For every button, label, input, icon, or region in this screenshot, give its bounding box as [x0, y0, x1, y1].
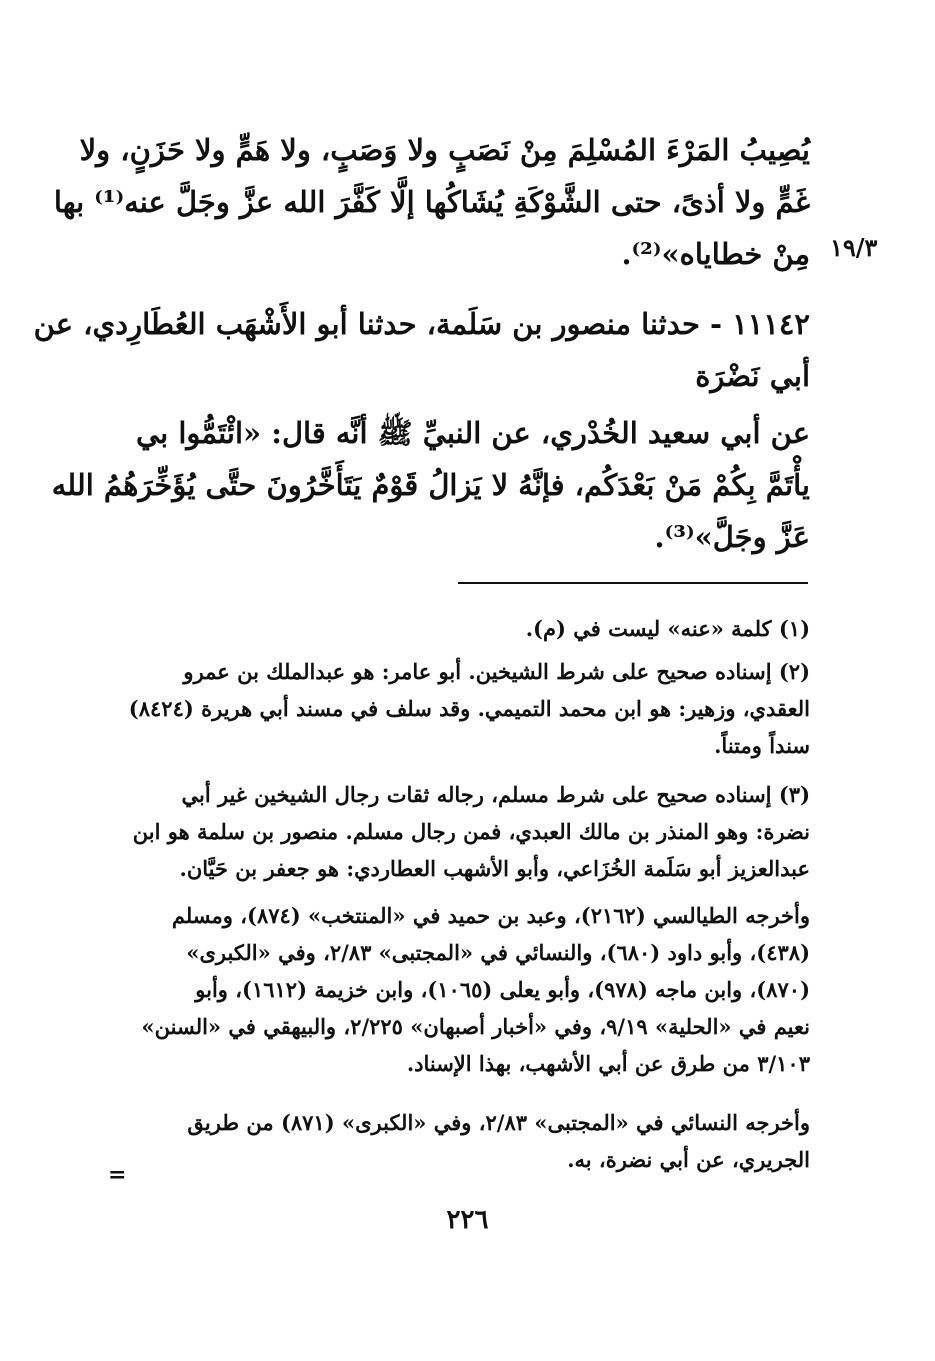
footnote-3: [108, 776, 810, 887]
footnote-line: (٣) إسناده صحيح على شرط مسلم، رجاله ثقات رجال الشيخين غير أبي: [181, 782, 810, 807]
text-line: يُصِيبُ المَرْءَ المُسْلِمَ مِنْ نَصَبٍ ولا وَصَبٍ، ولا هَمٍّ ولا حَزَنٍ، ولا: [79, 133, 810, 167]
continuation-mark: =: [108, 1162, 127, 1188]
footnote-line: سنداً ومتناً.: [714, 733, 810, 758]
footnote-2: [108, 653, 810, 764]
hadith-11142-isnad: [33, 298, 810, 402]
footnote-line: (١) كلمة «عنه» ليست في (م).: [525, 616, 810, 641]
margin-volume-reference: ١٩/٣: [830, 233, 878, 262]
footnote-line: (٢) إسناده صحيح على شرط الشيخين. أبو عامر: هو عبدالملك بن عمرو: [183, 659, 810, 684]
footnote-line: (٨٧٠)، وابن ماجه (٩٧٨)، وأبو يعلى (١٠٦٥)، وابن خزيمة (١٦١٢)، وأبو: [195, 977, 810, 1002]
footnote-divider: [458, 582, 808, 584]
text-line: عن أبي سعيد الخُدْري، عن النبيِّ ﷺ أنَّه قال: «ائْتَمُّوا بي: [136, 416, 810, 450]
footnote-line: نعيم في «الحلية» ٩/١٩، وفي «أخبار أصبهان» ٢/٢٢٥، والبيهقي في «السنن»: [141, 1014, 810, 1039]
footnote-3-takhrij-1: [108, 897, 810, 1082]
footnote-line: نضرة: وهو المنذر بن مالك العبدي، فمن رجال مسلم. منصور بن سلمة هو ابن: [132, 819, 810, 844]
page-number: ٢٢٦: [446, 1205, 489, 1235]
text-line: غَمٍّ ولا أذىً، حتى الشَّوْكَةِ يُشَاكُها إلَّا كَفَّرَ الله عزَّ وجَلَّ عنه⁽¹⁾ بها: [53, 185, 810, 219]
footnote-line: (٤٣٨)، وأبو داود (٦٨٠)، والنسائي في «المجتبى» ٢/٨٣، وفي «الكبرى»: [186, 940, 810, 965]
footnote-line: ٣/١٠٣ من طرق عن أبي الأشهب، بهذا الإسناد.: [406, 1051, 810, 1076]
text-line: ١١١٤٢ - حدثنا منصور بن سَلَمة، حدثنا أبو الأَشْهَب العُطَارِدي، عن: [33, 307, 810, 341]
footnote-line: الجريري، عن أبي نضرة، به.: [567, 1147, 810, 1172]
footnote-line: وأخرجه النسائي في «المجتبى» ٢/٨٣، وفي «الكبرى» (٨٧١) من طريق: [187, 1110, 810, 1135]
text-line: عَزَّ وجَلَّ»⁽³⁾.: [654, 520, 810, 554]
footnote-1: [108, 610, 810, 647]
footnote-3-takhrij-2: [108, 1104, 810, 1178]
footnote-line: عبدالعزيز أبو سَلَمة الخُزَاعي، وأبو الأشهب العطاردي: هو جعفر بن حَيَّان.: [179, 856, 810, 881]
footnote-line: وأخرجه الطيالسي (٢١٦٢)، وعبد بن حميد في «المنتخب» (٨٧٤)، ومسلم: [171, 903, 810, 928]
text-line: يأْتَمَّ بِكُمْ مَنْ بَعْدَكُم، فإنَّهُ لا يَزالُ قَوْمٌ يَتَأَخَّرُونَ حتَّى يُؤَخِّرَهُمُ الله: [51, 468, 810, 502]
text-line: مِنْ خطاياه»⁽²⁾.: [621, 237, 810, 271]
hadith-passage-2: [51, 407, 810, 563]
footnote-line: العقدي، وزهير: هو ابن محمد التميمي. وقد سلف في مسند أبي هريرة (٨٤٢٤): [128, 696, 810, 721]
hadith-passage-1: [53, 124, 810, 280]
text-line: أبي نَضْرَة: [695, 359, 810, 393]
